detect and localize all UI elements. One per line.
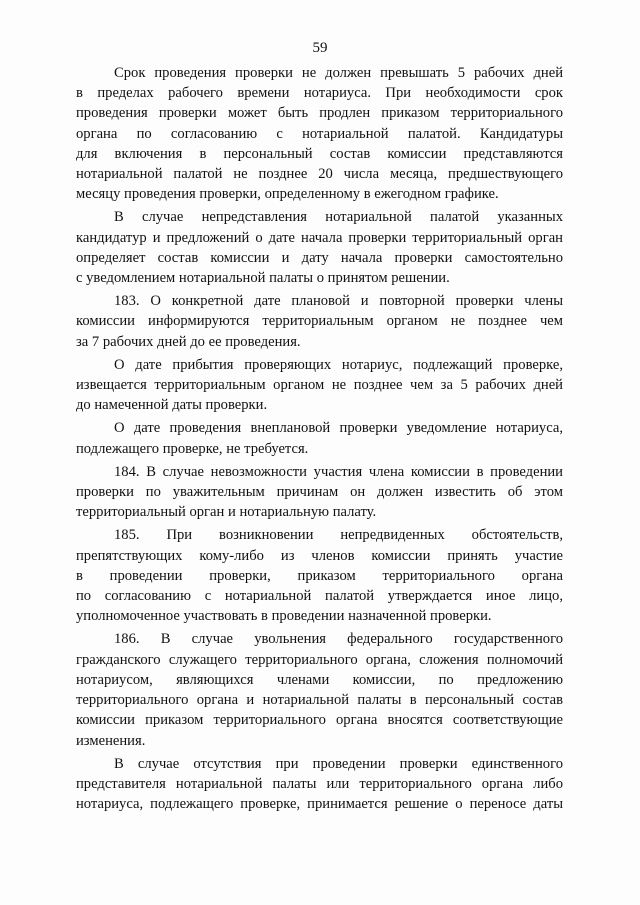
text-line: в пределах рабочего времени нотариуса. При необходимости срок (76, 85, 563, 102)
document-body (76, 63, 563, 817)
text-line: по согласованию с нотариальной палатой утверждается иное лицо, (76, 588, 563, 605)
paragraph (76, 63, 563, 204)
paragraph (76, 207, 563, 288)
text-line: извещается территориальным органом не позднее чем за 5 рабочих дней (76, 377, 563, 394)
text-line: с уведомлением нотариальной палаты о принятом решении. (76, 270, 450, 287)
text-line: в проведении проверки, приказом территориального органа (76, 567, 563, 584)
text-line: комиссии информируются территориальным органом не позднее чем (76, 313, 563, 330)
page-number: 59 (312, 40, 328, 56)
text-line: для включения в персональный состав комиссии представляются (76, 145, 563, 162)
paragraph (76, 355, 563, 416)
text-line: определяет состав комиссии и дату начала проверки самостоятельно (76, 249, 563, 266)
paragraph (76, 291, 563, 352)
text-line: 183. О конкретной дате плановой и повторной проверки члены (114, 293, 563, 310)
text-line: территориального органа и нотариальной палаты в персональный состав (76, 692, 563, 709)
text-line: комиссии приказом территориального органа вносятся соответствующие (76, 712, 563, 729)
text-line: кандидатур и предложений о дате начала проверки территориальный орган (76, 229, 563, 246)
text-line: В случае отсутствия при проведении проверки единственного (114, 755, 563, 772)
text-line: 184. В случае невозможности участия члена комиссии в проведении (114, 463, 563, 480)
text-line: органа по согласованию с нотариальной палатой. Кандидатуры (76, 125, 563, 142)
text-line: О дате проведения внеплановой проверки уведомление нотариуса, (114, 420, 563, 437)
text-line: представителя нотариальной палаты или территориального органа либо (76, 775, 563, 792)
text-line: за 7 рабочих дней до ее проведения. (76, 333, 301, 350)
text-line: подлежащего проверке, не требуется. (76, 440, 309, 457)
text-line: Срок проведения проверки не должен превышать 5 рабочих дней (114, 65, 563, 81)
text-line: препятствующих кому-либо из членов комиссии принять участие (76, 547, 563, 564)
text-line: гражданского служащего территориального органа, сложения полномочий (76, 651, 563, 668)
paragraph (76, 525, 563, 626)
text-line: В случае непредставления нотариальной палатой указанных (114, 209, 563, 226)
paragraph (76, 629, 563, 750)
text-line: проверки по уважительным причинам он должен известить об этом (76, 484, 563, 501)
text-line: до намеченной даты проверки. (76, 397, 268, 414)
text-line: месяцу проведения проверки, определенному в ежегодном графике. (76, 186, 499, 203)
paragraph (76, 462, 563, 523)
paragraph (76, 418, 563, 458)
text-line: 186. В случае увольнения федерального государственного (114, 631, 563, 648)
text-line: проведения проверки может быть продлен приказом территориального (76, 105, 563, 122)
paragraph (76, 754, 563, 815)
text-line: нотариуса, подлежащего проверке, принимается решение о переносе даты (76, 796, 563, 813)
text-line: территориальный орган и нотариальную палату. (76, 504, 377, 521)
text-line: нотариусом, являющихся членами комиссии, по предложению (76, 671, 563, 688)
text-line: нотариальной палатой не позднее 20 числа месяца, предшествующего (76, 166, 563, 183)
text-line: О дате прибытия проверяющих нотариус, подлежащий проверке, (114, 356, 563, 373)
text-line: 185. При возникновении непредвиденных обстоятельств, (114, 527, 563, 544)
text-line: изменения. (76, 732, 146, 749)
text-line: уполномоченное участвовать в проведении назначенной проверки. (76, 608, 492, 625)
